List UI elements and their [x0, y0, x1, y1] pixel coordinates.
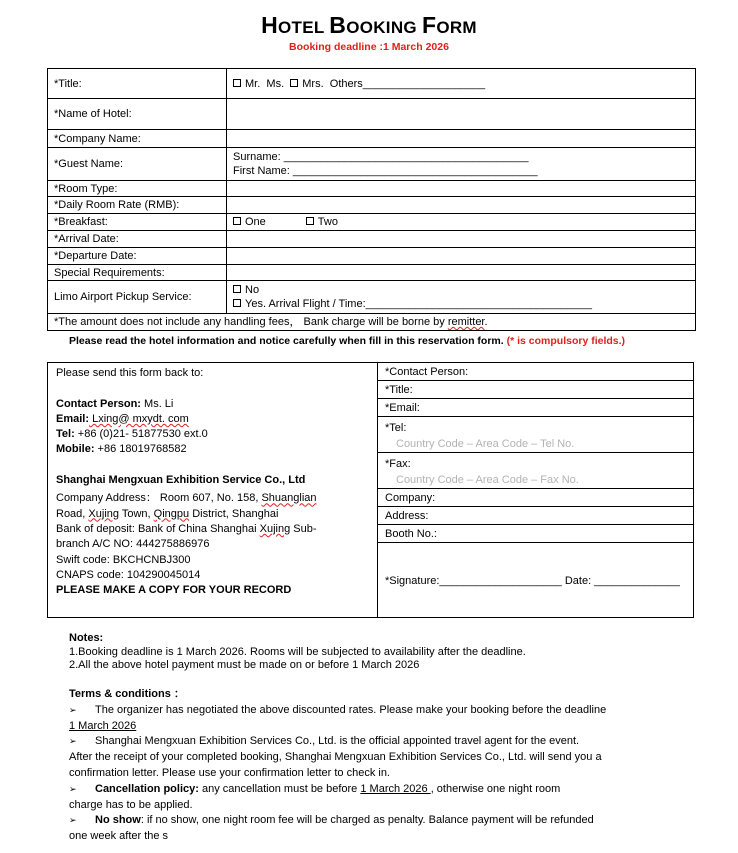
term-cancellation: ➢ Cancellation policy: any cancellation must be before 1 March 2026 , otherwise one night room: [69, 782, 689, 798]
term-noshow: ➢ No show: if no show, one night room fee will be charged as penalty. Balance payment will be refunded: [69, 813, 689, 829]
arrow-bullet-icon: ➢: [69, 736, 77, 747]
checkbox-limo-no[interactable]: [233, 285, 241, 293]
copy-reminder: PLEASE MAKE A COPY FOR YOUR RECORD: [56, 584, 292, 597]
special-field[interactable]: [227, 265, 696, 281]
contact-person-field[interactable]: *Contact Person:: [378, 363, 693, 381]
tel-hint: Country Code – Area Code – Tel No.: [396, 438, 575, 450]
arrow-bullet-icon: ➢: [69, 704, 77, 715]
term-3b: confirmation letter. Please use your confirmation letter to check in.: [69, 766, 390, 779]
tel-line: Tel: +86 (0)21- 51877530 ext.0: [56, 428, 208, 441]
breakfast-options: One Two: [227, 214, 696, 231]
arrival-field[interactable]: [227, 231, 696, 248]
checkbox-limo-yes[interactable]: [233, 299, 241, 307]
checkbox-mr[interactable]: [233, 79, 241, 87]
title-label: *Title:: [48, 69, 227, 99]
instruction-line: Please read the hotel information and notice carefully when fill in this reservation form. (* is compulsory fields.): [69, 335, 626, 347]
note-2: 2.All the above hotel payment must be made on or before 1 March 2026: [69, 659, 420, 671]
room-type-label: *Room Type:: [48, 181, 227, 197]
term-cancellation-2: charge has to be applied.: [69, 798, 193, 811]
limo-options: No Yes. Arrival Flight / Time:_____________________________________: [227, 281, 696, 314]
contact-title-field[interactable]: *Title:: [378, 381, 693, 399]
special-label: Special Requirements:: [48, 265, 227, 281]
fax-hint: Country Code – Area Code – Fax No.: [396, 474, 579, 486]
checkbox-breakfast-one[interactable]: [233, 217, 241, 225]
company-field[interactable]: [227, 130, 696, 148]
arrival-label: *Arrival Date:: [48, 231, 227, 248]
signature-field[interactable]: *Signature:____________________: [385, 575, 562, 587]
address-line-2: Road, Xujing Town, Qingpu District, Shanghai: [56, 507, 279, 520]
breakfast-label: *Breakfast:: [48, 214, 227, 231]
checkbox-mrs[interactable]: [290, 79, 298, 87]
contact-fields-panel: [378, 363, 693, 617]
contact-person-line: Contact Person: Ms. Li: [56, 397, 174, 410]
cnaps-code: CNAPS code: 104290045014: [56, 568, 201, 581]
term-3a: After the receipt of your completed booking, Shanghai Mengxuan Exhibition Services Co., Ltd. will send you a: [69, 751, 602, 764]
title-others-field[interactable]: ____________________: [362, 77, 486, 90]
arrow-bullet-icon: ➢: [69, 783, 77, 794]
note-1: 1.Booking deadline is 1 March 2026. Rooms will be subjected to availability after the deadline.: [69, 645, 526, 658]
firstname-field[interactable]: First Name: ________________________________________: [233, 165, 538, 177]
limo-flight-field[interactable]: Yes. Arrival Flight / Time:_____________________________________: [245, 298, 592, 310]
contact-section: [47, 362, 694, 618]
booking-form-table: [47, 68, 696, 331]
form-title: HOTEL BOOKING FORM: [261, 12, 477, 38]
date-field[interactable]: Date: ______________: [561, 575, 680, 587]
hotel-label: *Name of Hotel:: [48, 99, 227, 130]
bank-line-1: Bank of deposit: Bank of China Shanghai Xujing Sub-: [56, 522, 317, 535]
email-link[interactable]: Lxing@ mxydt. com: [89, 412, 189, 425]
term-2: ➢ Shanghai Mengxuan Exhibition Services Co., Ltd. is the official appointed travel agent for the event.: [69, 734, 689, 750]
company-label: *Company Name:: [48, 130, 227, 148]
address-line-1: Company Address： Room 607, No. 158, Shuanglian: [56, 492, 317, 505]
sendback-panel: [48, 363, 378, 617]
swift-code: Swift code: BKCHCNBJ300: [56, 553, 191, 566]
email-line: Email: Lxing@ mxydt. com: [56, 412, 189, 425]
departure-label: *Departure Date:: [48, 248, 227, 265]
term-noshow-2: one week after the s: [69, 830, 169, 843]
guest-name-fields[interactable]: [227, 148, 696, 181]
checkbox-breakfast-two[interactable]: [306, 217, 314, 225]
notes-heading: Notes:: [69, 632, 104, 644]
contact-address-field[interactable]: Address:: [378, 507, 693, 525]
surname-field[interactable]: Surname: ________________________________________: [233, 151, 529, 163]
contact-email-field[interactable]: *Email:: [378, 399, 693, 417]
contact-tel-field[interactable]: *Tel: Country Code – Area Code – Tel No.: [378, 417, 693, 453]
title-options: Mr. Ms. Mrs. Others____________________: [227, 69, 696, 99]
contact-company-field[interactable]: Company:: [378, 489, 693, 507]
bank-line-2: branch A/C NO: 444275886976: [56, 538, 210, 551]
hotel-field[interactable]: [227, 99, 696, 130]
contact-booth-field[interactable]: Booth No.:: [378, 525, 693, 543]
terms-section: [69, 687, 689, 845]
term-1: ➢ The organizer has negotiated the above discounted rates. Please make your booking before the deadline: [69, 703, 689, 719]
limo-label: Limo Airport Pickup Service:: [48, 281, 227, 314]
mobile-line: Mobile: +86 18019768582: [56, 443, 187, 456]
rate-field[interactable]: [227, 197, 696, 214]
booking-deadline: Booking deadline :1 March 2026: [289, 41, 449, 53]
guest-label: *Guest Name:: [48, 148, 227, 181]
fee-note: *The amount does not include any handling fees， Bank charge will be borne by remitter.: [48, 314, 696, 331]
signature-row: [378, 543, 693, 617]
notes-section: [69, 632, 689, 673]
room-type-field[interactable]: [227, 181, 696, 197]
term-1-date: 1 March 2026: [69, 719, 137, 732]
sendback-intro: Please send this form back to:: [56, 367, 204, 379]
compulsory-note: (* is compulsory fields.): [506, 335, 626, 347]
departure-field[interactable]: [227, 248, 696, 265]
rate-label: *Daily Room Rate (RMB):: [48, 197, 227, 214]
contact-fax-field[interactable]: *Fax: Country Code – Area Code – Fax No.: [378, 453, 693, 489]
arrow-bullet-icon: ➢: [69, 815, 77, 826]
agency-name: Shanghai Mengxuan Exhibition Service Co., Ltd: [56, 474, 306, 487]
terms-heading: Terms & conditions ：: [69, 688, 185, 700]
